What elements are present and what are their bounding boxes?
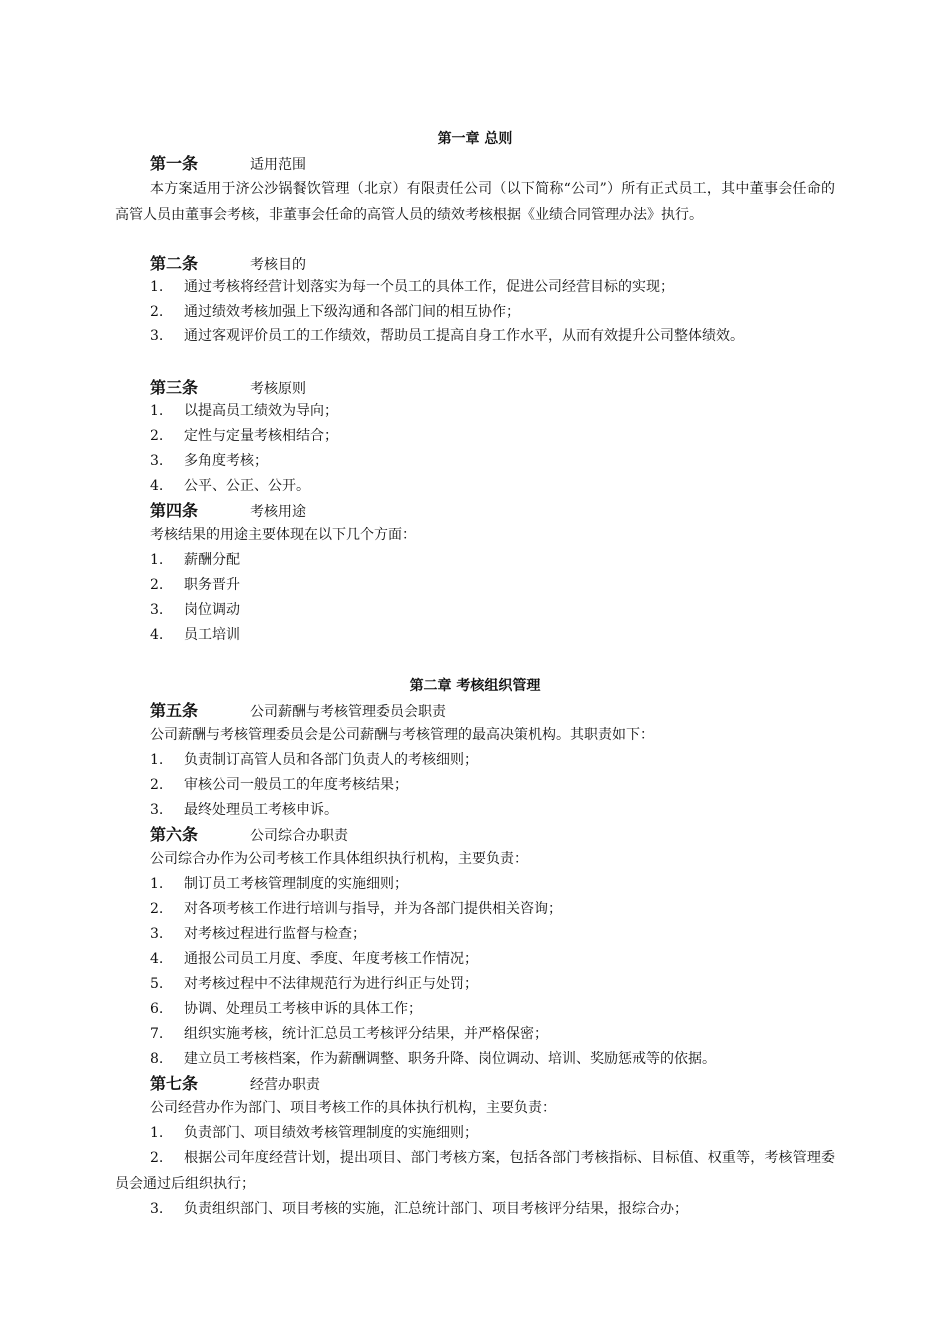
list-item: 2. 通过绩效考核加强上下级沟通和各部门间的相互协作； bbox=[150, 304, 520, 320]
article-4-intro: 考核结果的用途主要体现在以下几个方面： bbox=[150, 527, 416, 543]
article-4-title: 考核用途 bbox=[250, 504, 306, 520]
list-item: 1. 负责部门、项目绩效考核管理制度的实施细则； bbox=[150, 1125, 478, 1141]
article-6-title: 公司综合办职责 bbox=[250, 828, 348, 844]
article-7-number: 第七条 bbox=[150, 1074, 199, 1093]
list-item: 8. 建立员工考核档案，作为薪酬调整、职务升降、岗位调动、培训、奖励惩戒等的依据。 bbox=[150, 1051, 716, 1067]
article-2-number: 第二条 bbox=[150, 254, 199, 273]
article-4-number: 第四条 bbox=[150, 501, 199, 520]
article-6-heading bbox=[150, 824, 348, 847]
chapter-2-title: 第二章 考核组织管理 bbox=[409, 678, 541, 694]
list-item: 2. 定性与定量考核相结合； bbox=[150, 428, 338, 444]
article-5-title: 公司薪酬与考核管理委员会职责 bbox=[250, 704, 446, 720]
list-item: 1. 薪酬分配 bbox=[150, 552, 240, 568]
list-item: 1. 通过考核将经营计划落实为每一个员工的具体工作，促进公司经营目标的实现； bbox=[150, 279, 674, 295]
list-item: 1. 以提高员工绩效为导向； bbox=[150, 403, 338, 419]
list-item: 1. 制订员工考核管理制度的实施细则； bbox=[150, 876, 408, 892]
article-3-number: 第三条 bbox=[150, 378, 199, 397]
list-item: 5. 对考核过程中不法律规范行为进行纠正与处罚； bbox=[150, 976, 478, 992]
article-5-number: 第五条 bbox=[150, 701, 199, 720]
list-item: 3. 通过客观评价员工的工作绩效，帮助员工提高自身工作水平，从而有效提升公司整体绩效。 bbox=[150, 328, 744, 344]
article-2-heading bbox=[150, 253, 306, 276]
article-4-heading bbox=[150, 500, 306, 523]
list-item: 2. 职务晋升 bbox=[150, 577, 240, 593]
article-1-body: 本方案适用于济公沙锅餐饮管理（北京）有限责任公司（以下简称“公司”）所有正式员工，其中董事会任命的高管人员由董事会考核，非董事会任命的高管人员的绩效考核根据《业绩合同管理办法》执行。 bbox=[115, 181, 835, 223]
article-3-title: 考核原则 bbox=[250, 381, 306, 397]
article-7-title: 经营办职责 bbox=[250, 1077, 320, 1093]
article-6-number: 第六条 bbox=[150, 825, 199, 844]
list-item: 2. 根据公司年度经营计划，提出项目、部门考核方案，包括各部门考核指标、目标值、权重等，考核管理委员会通过后组织执行； bbox=[115, 1150, 835, 1192]
article-5-intro: 公司薪酬与考核管理委员会是公司薪酬与考核管理的最高决策机构。其职责如下： bbox=[150, 727, 654, 743]
list-item: 3. 对考核过程进行监督与检查； bbox=[150, 926, 366, 942]
list-item: 3. 负责组织部门、项目考核的实施，汇总统计部门、项目考核评分结果，报综合办； bbox=[150, 1201, 688, 1217]
article-7-heading bbox=[150, 1073, 320, 1096]
article-2-title: 考核目的 bbox=[250, 257, 306, 273]
list-item: 6. 协调、处理员工考核申诉的具体工作； bbox=[150, 1001, 422, 1017]
article-5-heading bbox=[150, 700, 446, 723]
article-1-title: 适用范围 bbox=[250, 157, 306, 173]
article-6-intro: 公司综合办作为公司考核工作具体组织执行机构，主要负责： bbox=[150, 851, 528, 867]
chapter-1-title: 第一章 总则 bbox=[437, 131, 513, 147]
list-item: 1. 负责制订高管人员和各部门负责人的考核细则； bbox=[150, 752, 478, 768]
list-item: 7. 组织实施考核，统计汇总员工考核评分结果，并严格保密； bbox=[150, 1026, 548, 1042]
article-1-heading bbox=[150, 153, 306, 176]
list-item: 2. 对各项考核工作进行培训与指导，并为各部门提供相关咨询； bbox=[150, 901, 562, 917]
list-item: 4. 通报公司员工月度、季度、年度考核工作情况； bbox=[150, 951, 478, 967]
article-1-number: 第一条 bbox=[150, 154, 199, 173]
list-item: 3. 最终处理员工考核申诉。 bbox=[150, 802, 338, 818]
list-item: 4. 员工培训 bbox=[150, 627, 240, 643]
article-7-intro: 公司经营办作为部门、项目考核工作的具体执行机构，主要负责： bbox=[150, 1100, 556, 1116]
list-item: 2. 审核公司一般员工的年度考核结果； bbox=[150, 777, 408, 793]
list-item: 4. 公平、公正、公开。 bbox=[150, 478, 310, 494]
list-item: 3. 岗位调动 bbox=[150, 602, 240, 618]
list-item: 3. 多角度考核； bbox=[150, 453, 268, 469]
article-3-heading bbox=[150, 377, 306, 400]
